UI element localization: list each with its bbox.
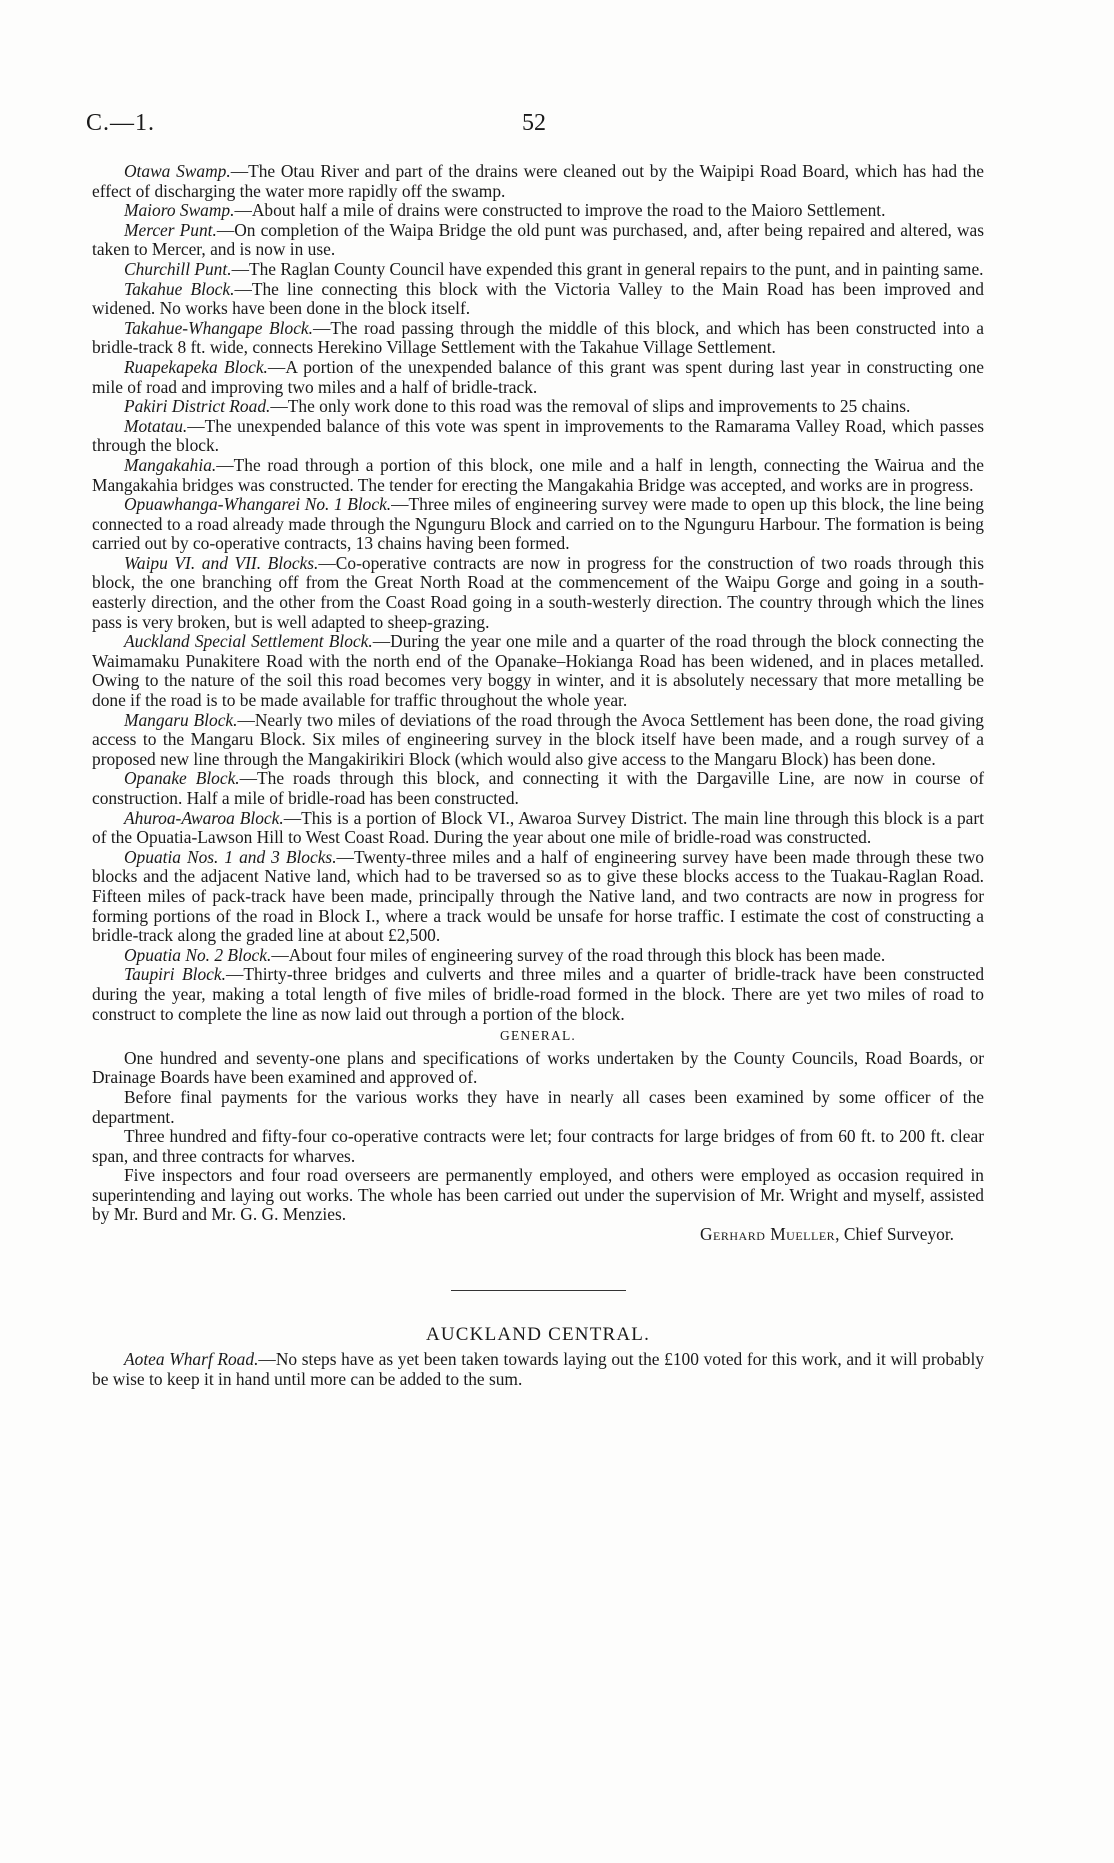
block-paragraph-title: Motatau. — [124, 415, 188, 436]
block-paragraph-title: Mangaru Block. — [124, 709, 238, 730]
block-paragraph — [92, 201, 984, 221]
section-divider — [451, 1290, 626, 1291]
signature-name: Gerhard Mueller — [699, 1224, 836, 1245]
block-paragraph — [92, 358, 984, 397]
block-paragraph-title: Opuatia Nos. 1 and 3 Blocks. — [124, 846, 337, 867]
document-body — [92, 162, 984, 1389]
block-paragraph-text: —The road passing through the middle of this block, and which has been constructed into a bridle-track 8 ft. wide, connects Herekino Village Settlement with the Takahue Village Settlement. — [92, 317, 984, 358]
block-paragraph-text: —Thirty-three bridges and culverts and three miles and a quarter of bridle-track have been constructed during the year, making a total length of five miles of bridle-road formed in the block. There are yet two miles of road to construct to complete the line as now laid out through a portion of the block. — [92, 964, 985, 1024]
block-paragraph-title: Opuawhanga-Whangarei No. 1 Block. — [124, 494, 392, 515]
block-paragraph-text: —A portion of the unexpended balance of this grant was spent during last year in constructing one mile of road and improving two miles and a half of bridle-track. — [92, 356, 985, 397]
general-paragraph: One hundred and seventy-one plans and specifications of works undertaken by the County Councils, Road Boards, or Drainage Boards have been examined and approved of. — [92, 1047, 984, 1088]
general-paragraph: Five inspectors and four road overseers are permanently employed, and others were employed as occasion required in superintending and laying out works. The whole has been carried out under the supervision of Mr. Wright and myself, assisted by Mr. Burd and Mr. G. G. Menzies. — [92, 1165, 984, 1225]
block-paragraph-text: —Twenty-three miles and a half of engineering survey have been made through these two blocks and the adjacent Native land, which had to be traversed so as to give these blocks access to the Tuakau-Raglan Road. Fifteen miles of pack-track have been made, principally through the Native land, and two contracts are now in progress for forming portions of the road in Block I., where a track would be unsafe for horse traffic. I estimate the cost of constructing a bridle-track along the graded line at about £2,500. — [92, 846, 984, 946]
block-paragraph — [92, 809, 984, 848]
block-paragraph — [92, 946, 984, 966]
block-paragraph-title: Mercer Punt. — [124, 219, 217, 240]
block-paragraph — [92, 769, 984, 808]
block-paragraph — [92, 632, 984, 710]
block-paragraph-text: —The unexpended balance of this vote was spent in improvements to the Ramarama Valley Road, which passes through the block. — [92, 415, 984, 456]
block-paragraph-title: Ruapekapeka Block. — [124, 356, 268, 377]
block-reports — [92, 162, 984, 1024]
signature — [92, 1225, 954, 1245]
block-paragraph-text: —On completion of the Waipa Bridge the old punt was purchased, and, after being repaired and altered, was taken to Mercer, and is now in use. — [92, 219, 984, 260]
block-paragraph — [92, 456, 984, 495]
block-paragraph-text: —The Raglan County Council have expended this grant in general repairs to the punt, and in painting same. — [231, 258, 984, 279]
block-paragraph-text: —During the year one mile and a quarter of the road through the block connecting the Waimamaku Punakitere Road with the north end of the Opanake–Hokianga Road has been widened, and in places metalled. Owing to the nature of the soil this road becomes very boggy in winter, and it is absolutely necessary that more metalling be done if the road is to be made available for traffic throughout the whole year. — [92, 631, 984, 711]
block-paragraph-text: —The roads through this block, and connecting it with the Dargaville Line, are now in course of construction. Half a mile of bridle-road has been constructed. — [92, 768, 984, 808]
block-paragraph-text: —About four miles of engineering survey of the road through this block has been made. — [271, 944, 886, 965]
block-paragraph-title: Pakiri District Road. — [124, 396, 271, 417]
block-paragraph — [92, 319, 984, 358]
page-header — [86, 110, 1028, 142]
aotea-wharf-text: —No steps have as yet been taken towards laying out the £100 voted for this work, and it will probably be wise to keep it in hand until more can be added to the sum. — [92, 1349, 984, 1389]
block-paragraph-text: —Nearly two miles of deviations of the road through the Avoca Settlement has been done, the road giving access to the Mangaru Block. Six miles of engineering survey in the block itself have been made, and a rough survey of a proposed new line through the Mangakirikiri Block (which would also give access to the Mangaru Block) has been done. — [92, 709, 985, 769]
block-paragraph — [92, 554, 984, 632]
block-paragraph-title: Opanake Block. — [124, 768, 240, 789]
block-paragraph-title: Taupiri Block. — [124, 964, 226, 985]
general-heading: GENERAL. — [500, 1028, 576, 1044]
aotea-wharf-paragraph — [92, 1350, 984, 1389]
block-paragraph — [92, 848, 984, 946]
aotea-wharf-title: Aotea Wharf Road. — [124, 1349, 259, 1370]
block-paragraph-title: Churchill Punt. — [124, 258, 232, 279]
block-paragraph-title: Mangakahia. — [124, 454, 217, 475]
page-number: 52 — [522, 110, 546, 136]
block-paragraph — [92, 495, 984, 554]
general-paragraph: Three hundred and fifty-four co-operative contracts were let; four contracts for large bridges of from 60 ft. to 200 ft. clear span, and three contracts for wharves. — [92, 1126, 984, 1166]
block-paragraph — [92, 965, 984, 1024]
signature-title: , Chief Surveyor. — [835, 1224, 954, 1245]
block-paragraph-text: —The only work done to this road was the removal of slips and improvements to 25 chains. — [270, 396, 911, 417]
block-paragraph-text: —The Otau River and part of the drains were cleaned out by the Waipipi Road Board, which has had the effect of discharging the water more rapidly off the swamp. — [92, 161, 984, 201]
block-paragraph-title: Waipu VI. and VII. Blocks. — [124, 552, 319, 573]
block-paragraph-title: Opuatia No. 2 Block. — [124, 944, 272, 965]
general-paragraph: Before final payments for the various works they have in nearly all cases been examined by some officer of the department. — [92, 1086, 984, 1127]
block-paragraph-text: —This is a portion of Block VI., Awaroa Survey District. The main line through this block is a part of the Opuatia-Lawson Hill to West Coast Road. During the year about one mile of bridle-road was constructed. — [92, 807, 984, 848]
block-paragraph-text: —Three miles of engineering survey were made to open up this block, the line being connected to a road already made through the Ngunguru Block and carried on to the Ngunguru Harbour. The formation is being carried out by co-operative contracts, 13 chains having been formed. — [92, 494, 984, 554]
block-paragraph-title: Otawa Swamp. — [124, 161, 231, 181]
block-paragraph-title: Takahue-Whangape Block. — [124, 317, 313, 338]
block-paragraph-title: Ahuroa-Awaroa Block. — [124, 807, 284, 828]
block-paragraph — [92, 260, 984, 280]
block-paragraph — [92, 162, 984, 201]
block-paragraph-title: Auckland Special Settlement Block. — [124, 631, 373, 652]
auckland-central-heading: AUCKLAND CENTRAL. — [425, 1323, 651, 1345]
block-paragraph — [92, 280, 984, 319]
block-paragraph — [92, 711, 984, 770]
block-paragraph-title: Takahue Block. — [124, 278, 235, 299]
block-paragraph-text: —About half a mile of drains were constructed to improve the road to the Maioro Settlement. — [234, 200, 886, 221]
block-paragraph-text: —The road through a portion of this block, one mile and a half in length, connecting the Wairua and the Mangakahia bridges was constructed. The tender for erecting the Mangakahia Bridge was accepted, and works are in progress. — [92, 454, 984, 495]
block-paragraph-title: Maioro Swamp. — [124, 200, 235, 221]
block-paragraph — [92, 397, 984, 417]
block-paragraph-text: —The line connecting this block with the Victoria Valley to the Main Road has been improved and widened. No works have been done in the block itself. — [92, 278, 985, 319]
block-paragraph — [92, 221, 984, 260]
document-reference: C.—1. — [86, 110, 156, 136]
block-paragraph — [92, 417, 984, 456]
block-paragraph-text: —Co-operative contracts are now in progress for the construction of two roads through this block, the one branching off from the Great North Road at the commencement of the Waipu Gorge and going in a south-easterly direction, and the other from the Coast Road going in a south-westerly direction. The country through which the lines pass is very broken, but is well adapted to sheep-grazing. — [92, 552, 984, 632]
